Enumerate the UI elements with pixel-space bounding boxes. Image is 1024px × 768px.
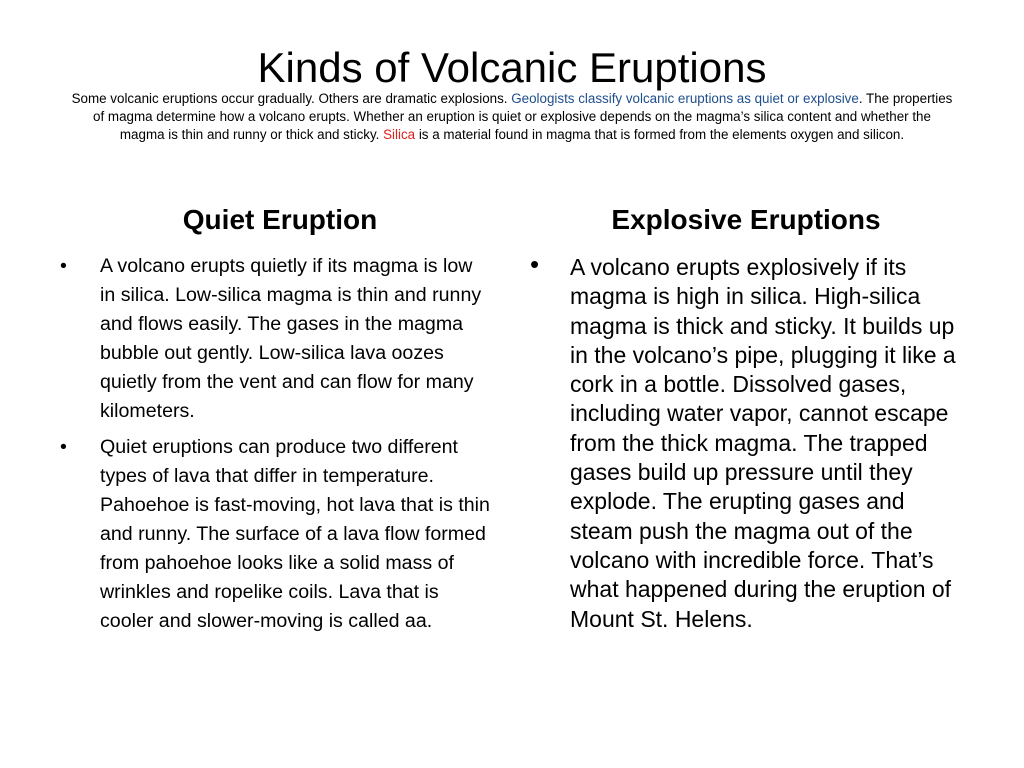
slide-title: Kinds of Volcanic Eruptions	[257, 44, 767, 91]
list-item	[530, 249, 960, 634]
bullet-icon: •	[530, 249, 540, 279]
quiet-bullet-2-text: Quiet eruptions can produce two different types of lava that differ in temperature. Pahoehoe is fast-moving, hot lava that is thin and runny. The surface of a lava flow formed from pahoehoe looks like a solid mass of wrinkles and ropelike coils. Lava that is cooler and slower-moving is called aa.	[100, 436, 490, 632]
intro-text-2: . The properties of magma determine how a volcano erupts. Whether an eruption is quiet or explosive depends on the magma’s silica content and whether the magma is thin and runny or thick and sticky.	[93, 91, 953, 142]
explosive-eruptions-heading: Explosive Eruptions	[611, 204, 881, 235]
bullet-icon: •	[60, 436, 67, 458]
quiet-eruption-heading: Quiet Eruption	[182, 204, 378, 235]
intro-paragraph	[70, 90, 954, 143]
list-item	[60, 252, 492, 426]
intro-text-3: is a material found in magma that is formed from the elements oxygen and silicon.	[415, 126, 905, 142]
explosive-eruptions-list	[530, 249, 960, 634]
intro-blue-text-1: Geologists classify volcanic eruptions	[511, 91, 734, 106]
bullet-icon: •	[60, 255, 67, 277]
quiet-eruption-list	[60, 252, 492, 636]
intro-text-1: Some volcanic eruptions occur gradually. Others are dramatic explosions.	[71, 91, 512, 106]
intro-red-text: Silica	[383, 126, 416, 142]
quiet-bullet-1-text: A volcano erupts quietly if its magma is low in silica. Low-silica magma is thin and runny and flows easily. The gases in the magma bubble out gently. Low-silica lava oozes quietly from the vent and can flow for many kilometers.	[100, 255, 482, 422]
list-item	[60, 433, 492, 636]
intro-blue-text-2: as quiet or explosive	[733, 91, 859, 106]
explosive-bullet-1-text: A volcano erupts explosively if its magma is high in silica. High-silica magma is thick and sticky. It builds up in the volcano’s pipe, plugging it like a cork in a bottle. Dissolved gases, including water vapor, cannot escape from the thick magma. The trapped gases build up pressure until they explode. The erupting gases and steam push the magma out of the volcano with incredible force. That’s what happened during the eruption of Mount St. Helens.	[570, 254, 956, 632]
